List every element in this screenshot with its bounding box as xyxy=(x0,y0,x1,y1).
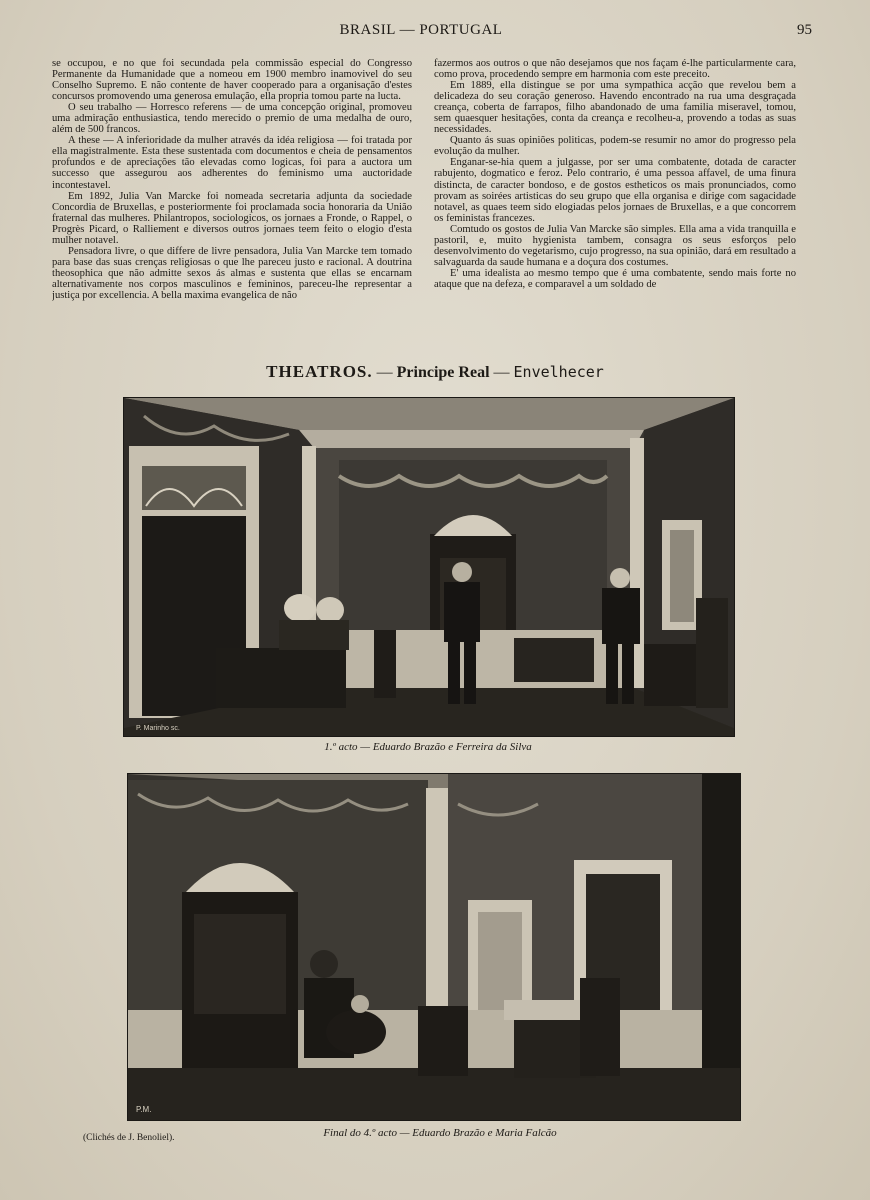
stage-photo-act-1 xyxy=(123,397,735,737)
engraver-mark: P. Marinho sc. xyxy=(136,725,180,732)
photo-credit: (Clichés de J. Benoliel). xyxy=(83,1133,175,1143)
play-title: Envelhecer xyxy=(513,363,604,381)
paragraph: fazermos aos outros o que não desejamos que nos façam é-lhe particularmente cara, como prova, procedendo sempre em harmonia com este preceito. xyxy=(434,58,796,81)
engraver-mark: P.M. xyxy=(136,1105,152,1114)
theatre-name: Principe Real xyxy=(396,364,490,381)
paragraph: Em 1889, ella distingue se por uma sympathica acção que revelou bem a delicadeza do seu coração generoso. Havendo encontrado na rua uma desgraçada creança, coberta de farrapos, filho abandonado de uma familia miseravel, tomou, sem quaesquer hesitações, conta da creança e recolheu-a, provendo a todas as suas necessidades. xyxy=(434,80,796,136)
photo-caption: 1.º acto — Eduardo Brazão e Ferreira da Silva xyxy=(324,741,532,753)
paragraph: Enganar-se-hia quem a julgasse, por ser uma combatente, dotada de caracter rabujento, dogmatico e feroz. Pelo contrario, é uma pessoa affavel, de uma finura distincta, de caracter bondoso, e de gostos estheticos os mais pronunciados, como provam as soirées artisticas do seu grupo que ella organisa e dirige com sagacidade notavel, as quaes teem sido elogiadas pelos jornaes de Bruxellas, e a que concorrem os feministas francezes. xyxy=(434,157,796,224)
right-text-column xyxy=(434,58,796,344)
running-header xyxy=(0,22,870,44)
paragraph: O seu trabalho — Horresco referens — de uma concepção original, promoveu uma admiração enthusiastica, tendo merecido o premio de uma medalha de ouro, além de 500 francos. xyxy=(52,102,412,136)
section-title: THEATROS. xyxy=(266,362,373,381)
paragraph: A these — A inferioridade da mulher através da idéa religiosa — foi tratada por ella magistralmente. Esta these sustentada com documentos e cheia de pensamentos profundos e de apreciações tão elevadas como logicas, foi para a auctora um successo que assegurou aos adherentes do feminismo uma auctoridade incontestavel. xyxy=(52,135,412,191)
page-number: 95 xyxy=(797,22,812,38)
paragraph: Pensadora livre, o que differe de livre pensadora, Julia Van Marcke tem tomado para base das suas crenças religiosas o que lhe pareceu justo e racional. A doutrina theosophica que não admitte sexos ás almas e sustenta que ellas se encarnam alternativamente nos corpos masculinos e femininos, pareceu-lhe representar a justiça por excellencia. A bella maxima evangelica de não xyxy=(52,245,412,301)
section-heading xyxy=(0,362,870,382)
paragraph: Quanto ás suas opiniões politicas, podem-se resumir no amor do progresso pela evolução da mulher. xyxy=(434,135,796,158)
heading-separator: — xyxy=(372,364,397,381)
stage-photo-act-4 xyxy=(127,773,741,1121)
paragraph: se occupou, e no que foi secundada pela commissão especial do Congresso Permanente da Humanidade que a nomeou em 1900 membro inamovivel do seu Conselho Supremo. E não contente de haver cooperado para a organisação d'estes concursos promovendo uma generosa emulação, ella propria tomou parte na lucta. xyxy=(52,58,412,103)
heading-separator: — xyxy=(489,364,514,381)
paragraph: Comtudo os gostos de Julia Van Marcke são simples. Ella ama a vida tranquilla e pastoril, e, muito hygienista tambem, consagra os seus esforços pelo desenvolvimento do vegetarismo, cujo progresso, na sua opinião, dará em resultado a salvaguarda da saude humana e a doçura dos costumes. xyxy=(434,223,796,268)
paragraph: Em 1892, Julia Van Marcke foi nomeada secretaria adjunta da sociedade Concordia de Bruxellas, e posteriormente foi proclamada socia honoraria da União fraternal das mulheres. Philantropos, sociologicos, os jornaes a Fronde, o Rappel, o Progrès Picard, o Ralliement e diversos outros jornaes teem feito o elogio d'esta mulher notavel. xyxy=(52,190,412,246)
publication-title: BRASIL — PORTUGAL xyxy=(339,22,503,38)
photo-caption: Final do 4.º acto — Eduardo Brazão e Maria Falcão xyxy=(323,1127,557,1139)
paragraph: E' uma idealista ao mesmo tempo que é uma combatente, sendo mais forte no ataque que na defeza, e comparavel a um soldado de xyxy=(434,267,796,290)
left-text-column xyxy=(52,58,412,344)
